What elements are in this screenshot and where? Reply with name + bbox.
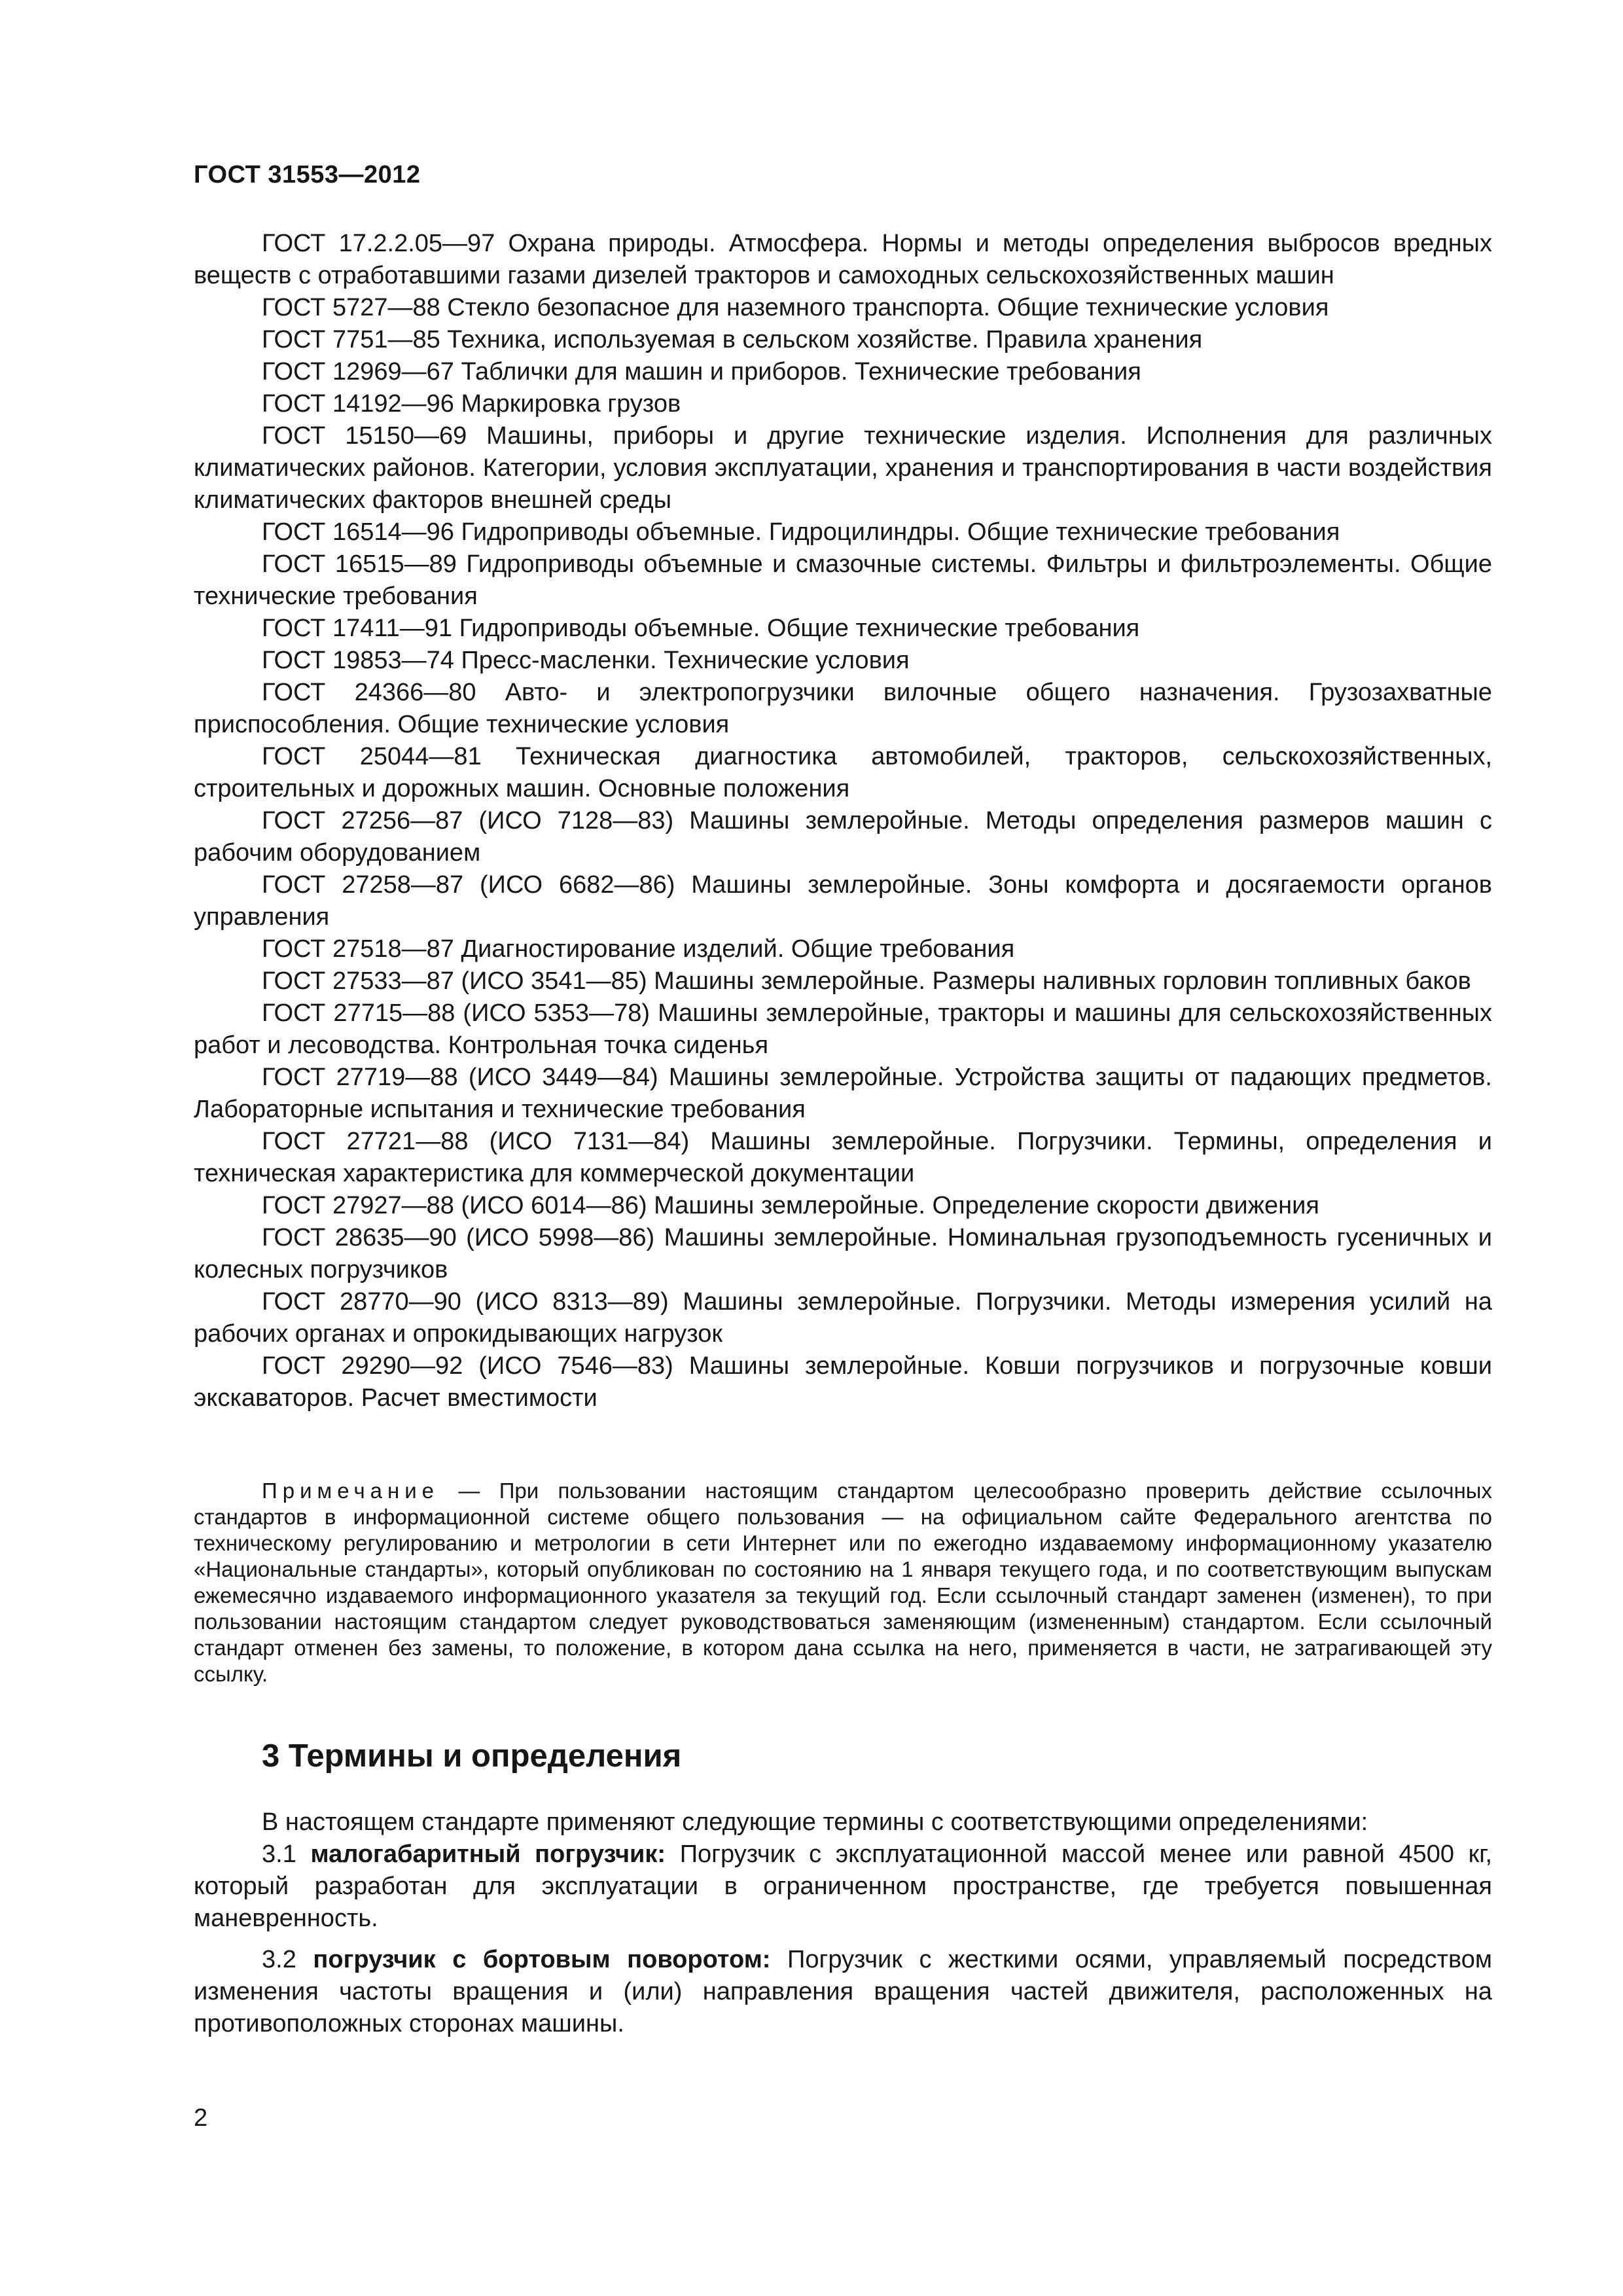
reference-item: ГОСТ 27518—87 Диагностирование изделий. Общие требования [262,935,1015,963]
term-entry [194,1839,1492,1935]
section-intro: В настоящем стандарте применяют следующие термины с соответствующими определениями: [262,1808,1368,1836]
reference-item: ГОСТ 27715—88 (ИСО 5353—78) Машины землеройные, тракторы и машины для сельскохозяйственных работ и лесоводства. Контрольная точка сиденья [194,999,1492,1059]
term-name: погрузчик с бортовым поворотом: [313,1946,771,1973]
term-entry [194,1944,1492,2040]
reference-item: ГОСТ 12969—67 Таблички для машин и приборов. Технические требования [262,358,1141,386]
reference-item: ГОСТ 17411—91 Гидроприводы объемные. Общие технические требования [262,615,1140,642]
reference-item: ГОСТ 27533—87 (ИСО 3541—85) Машины землеройные. Размеры наливных горловин топливных баков [262,967,1471,995]
reference-item: ГОСТ 28770—90 (ИСО 8313—89) Машины землеройные. Погрузчики. Методы измерения усилий на рабочих органах и опрокидывающих нагрузок [194,1288,1492,1348]
terms-section [194,1806,1492,2040]
reference-item: ГОСТ 16514—96 Гидроприводы объемные. Гидроцилиндры. Общие технические требования [262,518,1340,546]
reference-item: ГОСТ 28635—90 (ИСО 5998—86) Машины землеройные. Номинальная грузоподъемность гусеничных и колесных погрузчиков [194,1224,1492,1283]
term-definition: Погрузчик с жесткими осями, управляемый посредством изменения частоты вращения и (или) направления вращения частей движителя, расположенных на противоположных сторонах машины. [194,1946,1493,2037]
section-title: 3 Термины и определения [262,1738,682,1774]
reference-item: ГОСТ 27927—88 (ИСО 6014—86) Машины землеройные. Определение скорости движения [262,1192,1319,1219]
reference-item: ГОСТ 27719—88 (ИСО 3449—84) Машины землеройные. Устройства защиты от падающих предметов. Лабораторные испытания и технические требования [194,1064,1492,1123]
note-paragraph [194,1478,1492,1687]
reference-item: ГОСТ 27258—87 (ИСО 6682—86) Машины землеройные. Зоны комфорта и досягаемости органов управления [194,871,1492,931]
reference-item: ГОСТ 17.2.2.05—97 Охрана природы. Атмосфера. Нормы и методы определения выбросов вредных веществ с отработавшими газами дизелей тракторов и самоходных сельскохозяйственных машин [194,230,1492,289]
reference-item: ГОСТ 27256—87 (ИСО 7128—83) Машины землеройные. Методы определения размеров машин с рабочим оборудованием [194,807,1492,867]
note-text: — При пользовании настоящим стандартом целесообразно проверить действие ссылочных стандартов в информационной системе общего пользования — на официальном сайте Федерального агентства по техническому регулированию и метрологии в сети Интернет или по ежегодно издаваемому информационному указателю «Национальные стандарты», который опубликован по состоянию на 1 января текущего года, и по соответствующим выпускам ежемесячно издаваемого информационного указателя за текущий год. Если ссылочный стандарт заменен (изменен), то при пользовании настоящим стандартом следует руководствоваться заменяющим (измененным) стандартом. Если ссылочный стандарт отменен без замены, то положение, в котором дана ссылка на него, применяется в части, не затрагивающей эту ссылку. [194,1479,1493,1686]
reference-item: ГОСТ 24366—80 Авто- и электропогрузчики вилочные общего назначения. Грузозахватные приспособления. Общие технические условия [194,679,1492,738]
document-header: ГОСТ 31553—2012 [194,161,421,188]
reference-item: ГОСТ 27721—88 (ИСО 7131—84) Машины землеройные. Погрузчики. Термины, определения и техническая характеристика для коммерческой документации [194,1128,1492,1187]
reference-item: ГОСТ 25044—81 Техническая диагностика автомобилей, тракторов, сельскохозяйственных, строительных и дорожных машин. Основные положения [194,743,1492,802]
reference-item: ГОСТ 19853—74 Пресс-масленки. Технические условия [262,647,910,674]
term-name: малогабаритный погрузчик: [310,1840,666,1868]
term-definition: Погрузчик с эксплуатационной массой менее или равной 4500 кг, который разработан для эксплуатации в ограниченном пространстве, где требуется повышенная маневренность. [194,1840,1493,1932]
normative-references [194,228,1492,1414]
reference-item: ГОСТ 16515—89 Гидроприводы объемные и смазочные системы. Фильтры и фильтроэлементы. Общие технические требования [194,550,1492,610]
term-number: 3.1 [262,1840,296,1868]
note-label: Примечание [262,1479,440,1503]
reference-item: ГОСТ 7751—85 Техника, используемая в сельском хозяйстве. Правила хранения [262,326,1203,353]
term-number: 3.2 [262,1946,296,1973]
reference-item: ГОСТ 14192—96 Маркировка грузов [262,390,681,418]
page-number: 2 [194,2104,208,2132]
references-note [194,1478,1492,1687]
reference-item: ГОСТ 15150—69 Машины, приборы и другие технические изделия. Исполнения для различных климатических районов. Категории, условия эксплуатации, хранения и транспортирования в части воздействия климатических факторов внешней среды [194,422,1492,514]
reference-item: ГОСТ 5727—88 Стекло безопасное для наземного транспорта. Общие технические условия [262,294,1329,321]
reference-item: ГОСТ 29290—92 (ИСО 7546—83) Машины землеройные. Ковши погрузчиков и погрузочные ковши экскаваторов. Расчет вместимости [194,1352,1492,1412]
